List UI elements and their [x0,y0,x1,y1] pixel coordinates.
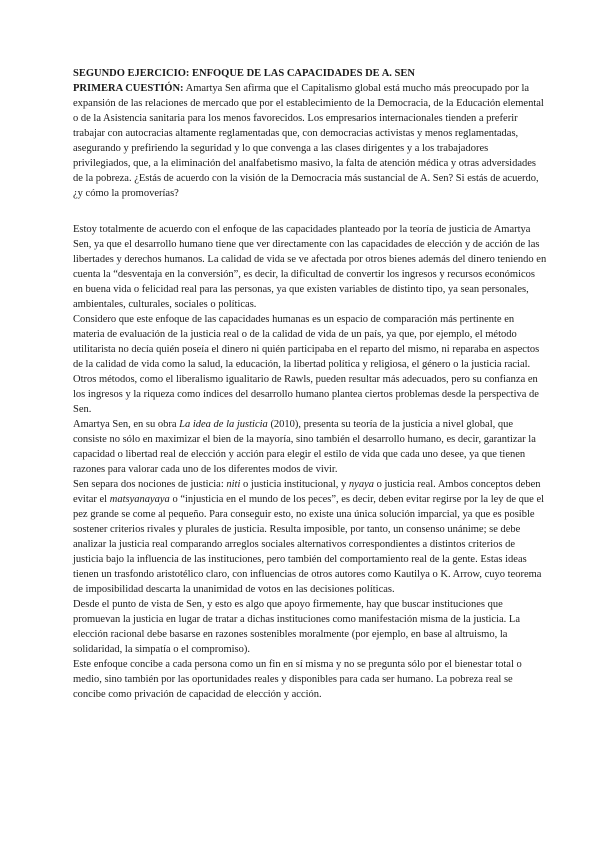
paragraph-3-rest: (2010), presenta su teoría de la justicia a nivel global, que consiste no sólo en maximizar el bien de la mayoría, sino también el desarrollo humano, es decir, garantizar la capacidad o libertad real de elección y acción para elegir el estilo de vida que cada uno desee, ya que tienen razones para valorar cada uno de los diferentes modos de vivir. [73,419,536,475]
book-title: La idea de la justicia [179,419,268,430]
answer-paragraph-6: Este enfoque concibe a cada persona como un fin en sí misma y no se pregunta sólo por el bienestar total o medio, sino también por las oportunidades reales y disponibles para cada ser humano. La pobreza real se concibe como privación de capacidad de elección y acción. [73,659,522,700]
paragraph-4-part-d: o “injusticia en el mundo de los peces”, es decir, deben evitar regirse por la ley de que el pez grande se come al pequeño. Para conseguir esto, no existe una única solución imparcial, ya que es posible sostener criterios rivales y plurales de justicia. Resulta imposible, por tanto, un consenso unánime; se debe analizar la justicia real comparando arreglos sociales alternativos correspondientes a distintos criterios de justicia bajo la influencia de las instituciones, pero también del comportamiento real de la gente. Estas ideas tienen un trasfondo aristotélico claro, con influencias de otros autores como Kautilya o K. Arrow, cuyo teorema de imposibilidad descarta la unanimidad de votos en las decisiones políticas. [73,494,545,595]
term-niti: niti [226,479,241,490]
document-title: SEGUNDO EJERCICIO: ENFOQUE DE LAS CAPACIDADES DE A. SEN [73,68,415,79]
term-matsyanayaya: matsyanayaya [109,494,170,505]
question-text: Amartya Sen afirma que el Capitalismo global está mucho más preocupado por la expansión de las relaciones de mercado que por el establecimiento de la Democracia, de la Educación elemental o de la Asistencia sanitaria para los menos favorecidos. Los empresarios internacionales tienden a preferir trabajar con autocracias altamente reglamentadas que, con democracias activistas y menos reglamentadas, asegurando y prefiriendo la seguridad y lo que convenga a las clases dirigentes y a los trabajadores privilegiados, que, a la eliminación del analfabetismo masivo, la falta de atención médica y otras adversidades de la pobreza. ¿Estás de acuerdo con la visión de la Democracia más sustancial de A. Sen? Si estás de acuerdo, ¿y cómo la promoverías? [73,83,544,199]
answer-paragraph-1: Estoy totalmente de acuerdo con el enfoque de las capacidades planteado por la teoría de justicia de Amartya Sen, ya que el desarrollo humano tiene que ver directamente con las capacidades de elección y de acción de las libertades y derechos humanos. La calidad de vida se ve afectada por otros bienes además del dinero teniendo en cuenta la “desventaja en la conversión”, es decir, la dificultad de convertir los ingresos y recursos económicos en buena vida o felicidad real para las personas, ya que existen variables de distinto tipo, ya sean personales, ambientales, culturales, sociales o políticas. [73,224,547,310]
term-nyaya: nyaya [348,479,374,490]
paragraph-4-part-b: o justicia institucional, y [240,479,349,490]
answer-section [73,222,547,702]
answer-paragraph-4 [73,477,547,597]
document-body [73,66,547,702]
question-label: PRIMERA CUESTIÓN: [73,83,184,94]
answer-paragraph-3 [73,417,547,477]
answer-paragraph-2: Considero que este enfoque de las capacidades humanas es un espacio de comparación más pertinente en materia de evaluación de la justicia real o de la calidad de vida de un país, ya que, por ejemplo, el método utilitarista no decía quién poseía el dinero ni quién participaba en el reparto del mismo, ni reparaba en aspectos de la calidad de vida como la salud, la educación, la libertad política y religiosa, el género o la justicia racial. Otros métodos, como el liberalismo igualitario de Rawls, pueden resultar más adecuados, pero su confianza en los ingresos y la riqueza como índices del desarrollo humano plantea ciertos problemas desde la perspectiva de Sen. [73,314,540,415]
first-question [73,81,547,201]
paragraph-4-part-a: Sen separa dos nociones de justicia: [73,479,227,490]
paragraph-3-intro: Amartya Sen, en su obra [73,419,180,430]
paragraph-4-part-c: o justicia real. Ambos conceptos deben evitar el [73,479,541,505]
answer-paragraph-5: Desde el punto de vista de Sen, y esto es algo que apoyo firmemente, hay que buscar instituciones que promuevan la justicia en lugar de tratar a dichas instituciones como manifestación misma de la justicia. La elección racional debe basarse en razones sostenibles moralmente (por ejemplo, en base al altruismo, la solidaridad, la simpatía o el compromiso). [73,599,520,655]
